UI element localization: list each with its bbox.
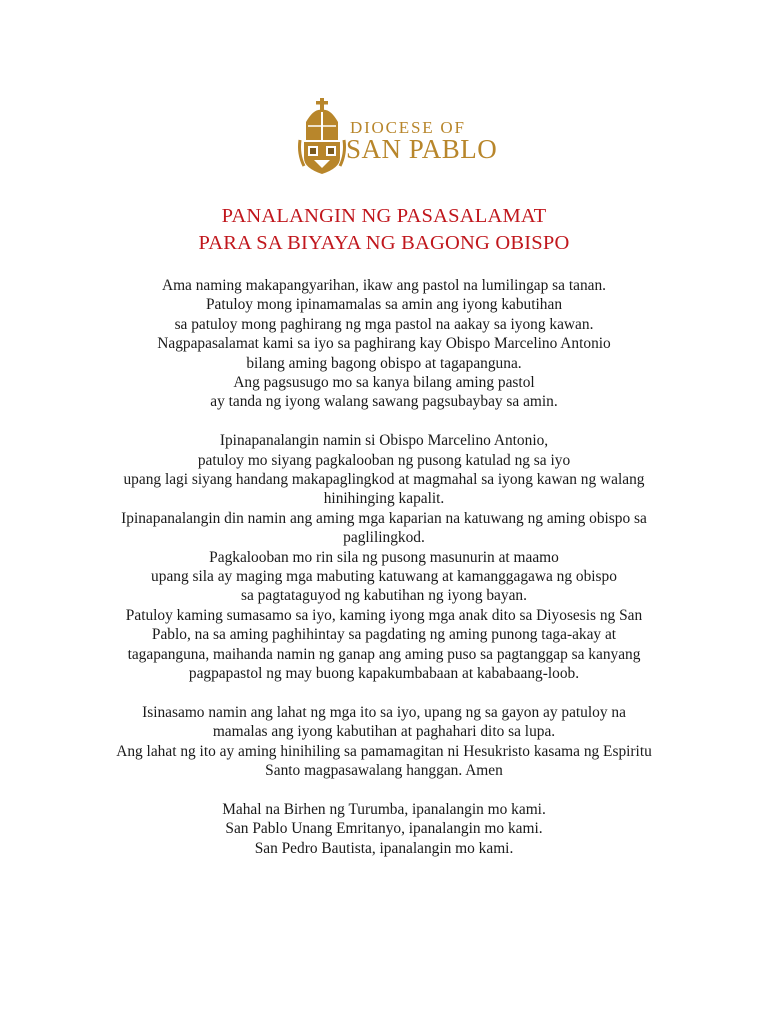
text-line: sa patuloy mong paghirang ng mga pastol na aakay sa iyong kawan. [174,315,594,333]
paragraph-1 [60,276,708,412]
text-line: Mahal na Birhen ng Turumba, ipanalangin mo kami. [222,800,546,818]
text-line: sa pagtataguyod ng kabutihan ng iyong bayan. [241,587,527,605]
prayer-body [60,276,708,858]
prayer-title [0,203,768,257]
title-line-1: PANALANGIN NG PASASALAMAT [221,205,547,227]
paragraph-3 [60,703,708,781]
text-line: mamalas ang iyong kabutihan at paghahari dito sa lupa. [212,723,556,741]
text-line: Pagkalooban mo rin sila ng pusong masunurin at maamo [209,548,559,566]
text-line: bilang aming bagong obispo at tagapanguna. [246,354,522,372]
text-line: San Pedro Bautista, ipanalangin mo kami. [254,839,514,857]
text-line: Patuloy kaming sumasamo sa iyo, kaming iyong mga anak dito sa Diyosesis ng San [125,606,643,624]
paragraph-gap [60,684,708,703]
text-line: Isinasamo namin ang lahat ng mga ito sa iyo, upang ng sa gayon ay patuloy na [142,703,626,721]
text-line: Santo magpasawalang hanggan. Amen [265,762,503,780]
text-line: Patuloy mong ipinamamalas sa amin ang iyong kabutihan [205,296,563,314]
logo-text-san-pablo: SAN PABLO [346,134,498,164]
text-line: ay tanda ng iyong walang sawang pagsubaybay sa amin. [210,393,558,411]
text-line: upang sila ay maging mga mabuting katuwang at kamanggagawa ng obispo [151,568,617,586]
text-line: tagapanguna, maihanda namin ng ganap ang aming puso sa pagtanggap sa kanyang [127,645,641,663]
paragraph-gap [60,781,708,800]
diocese-logo [296,96,498,176]
text-line: Ama naming makapangyarihan, ikaw ang pastol na lumilingap sa tanan. [161,277,607,294]
text-line: Pablo, na sa aming paghihintay sa pagdating ng aming punong taga-akay at [151,626,617,644]
paragraph-2 [60,431,708,683]
text-line: pagpapastol ng may buong kapakumbabaan at kababaang-loob. [188,665,580,683]
text-line: Ipinapanalangin din namin ang aming mga kaparian na katuwang ng aming obispo sa [121,509,647,527]
text-line: Ang pagsusugo mo sa kanya bilang aming pastol [233,374,535,392]
paragraph-4 [60,800,708,858]
text-line: Nagpapasalamat kami sa iyo sa paghirang kay Obispo Marcelino Antonio [157,335,611,353]
mitre-crest-icon [296,96,348,176]
text-line: Ang lahat ng ito ay aming hinihiling sa pamamagitan ni Hesukristo kasama ng Espiritu [116,742,652,760]
text-line: hinihinging kapalit. [323,490,445,508]
text-line: Ipinapanalangin namin si Obispo Marcelino Antonio, [219,432,549,450]
text-line: San Pablo Unang Emritanyo, ipanalangin mo kami. [225,820,543,838]
text-line: paglilingkod. [343,529,425,547]
title-line-2: PARA SA BIYAYA NG BAGONG OBISPO [198,232,570,254]
text-line: patuloy mo siyang pagkalooban ng pusong katulad ng sa iyo [197,451,571,469]
text-line: upang lagi siyang handang makapaglingkod at magmahal sa iyong kawan ng walang [123,471,645,489]
paragraph-gap [60,412,708,431]
logo-text-diocese-of: DIOCESE OF [350,118,466,137]
